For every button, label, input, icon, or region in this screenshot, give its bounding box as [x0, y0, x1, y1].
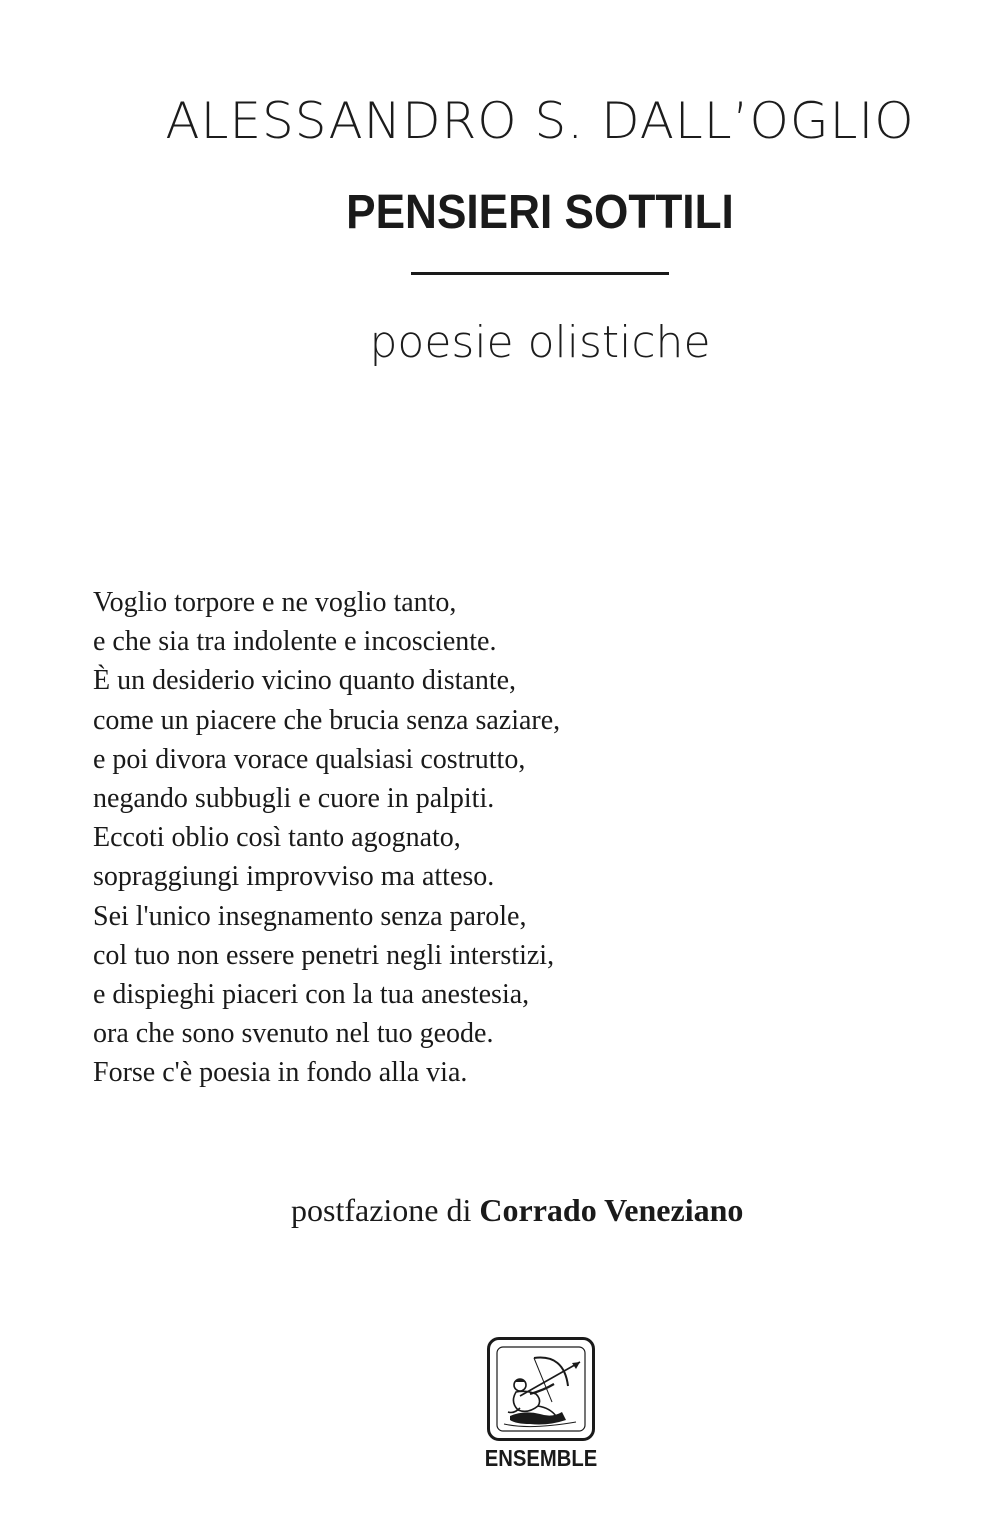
archer-emblem-drawing: [490, 1340, 592, 1438]
poem: [93, 583, 560, 1093]
postface-author: Corrado Veneziano: [479, 1192, 744, 1228]
author-name: ALESSANDRO S. DALL’OGLIO: [165, 92, 915, 150]
poem-line: e poi divora vorace qualsiasi costrutto,: [93, 743, 526, 775]
poem-line: col tuo non essere penetri negli interstizi,: [93, 939, 555, 971]
poem-line: negando subbugli e cuore in palpiti.: [93, 783, 495, 815]
book-subtitle: poesie olistiche: [369, 317, 711, 368]
book-title: PENSIERI SOTTILI: [346, 186, 734, 239]
title-divider: [411, 272, 669, 275]
poem-line: e dispieghi piaceri con la tua anestesia,: [93, 979, 530, 1011]
poem-line: Voglio torpore e ne voglio tanto,: [93, 587, 457, 618]
poem-line: Sei l'unico insegnamento senza parole,: [93, 900, 527, 932]
poem-line: Eccoti oblio così tanto agognato,: [93, 822, 461, 854]
archer-emblem-icon: [487, 1337, 595, 1441]
poem-line: come un piacere che brucia senza saziare,: [93, 704, 561, 736]
postface-prefix: postfazione di: [291, 1192, 480, 1228]
poem-line: ora che sono svenuto nel tuo geode.: [93, 1018, 494, 1050]
publisher-name: ENSEMBLE: [484, 1445, 598, 1471]
poem-line: Forse c'è poesia in fondo alla via.: [93, 1057, 468, 1089]
poem-line: È un desiderio vicino quanto distante,: [93, 665, 517, 697]
postface-credit: [291, 1188, 743, 1232]
poem-line: e che sia tra indolente e incosciente.: [93, 626, 497, 658]
poem-line: sopraggiungi improvviso ma atteso.: [93, 861, 495, 893]
